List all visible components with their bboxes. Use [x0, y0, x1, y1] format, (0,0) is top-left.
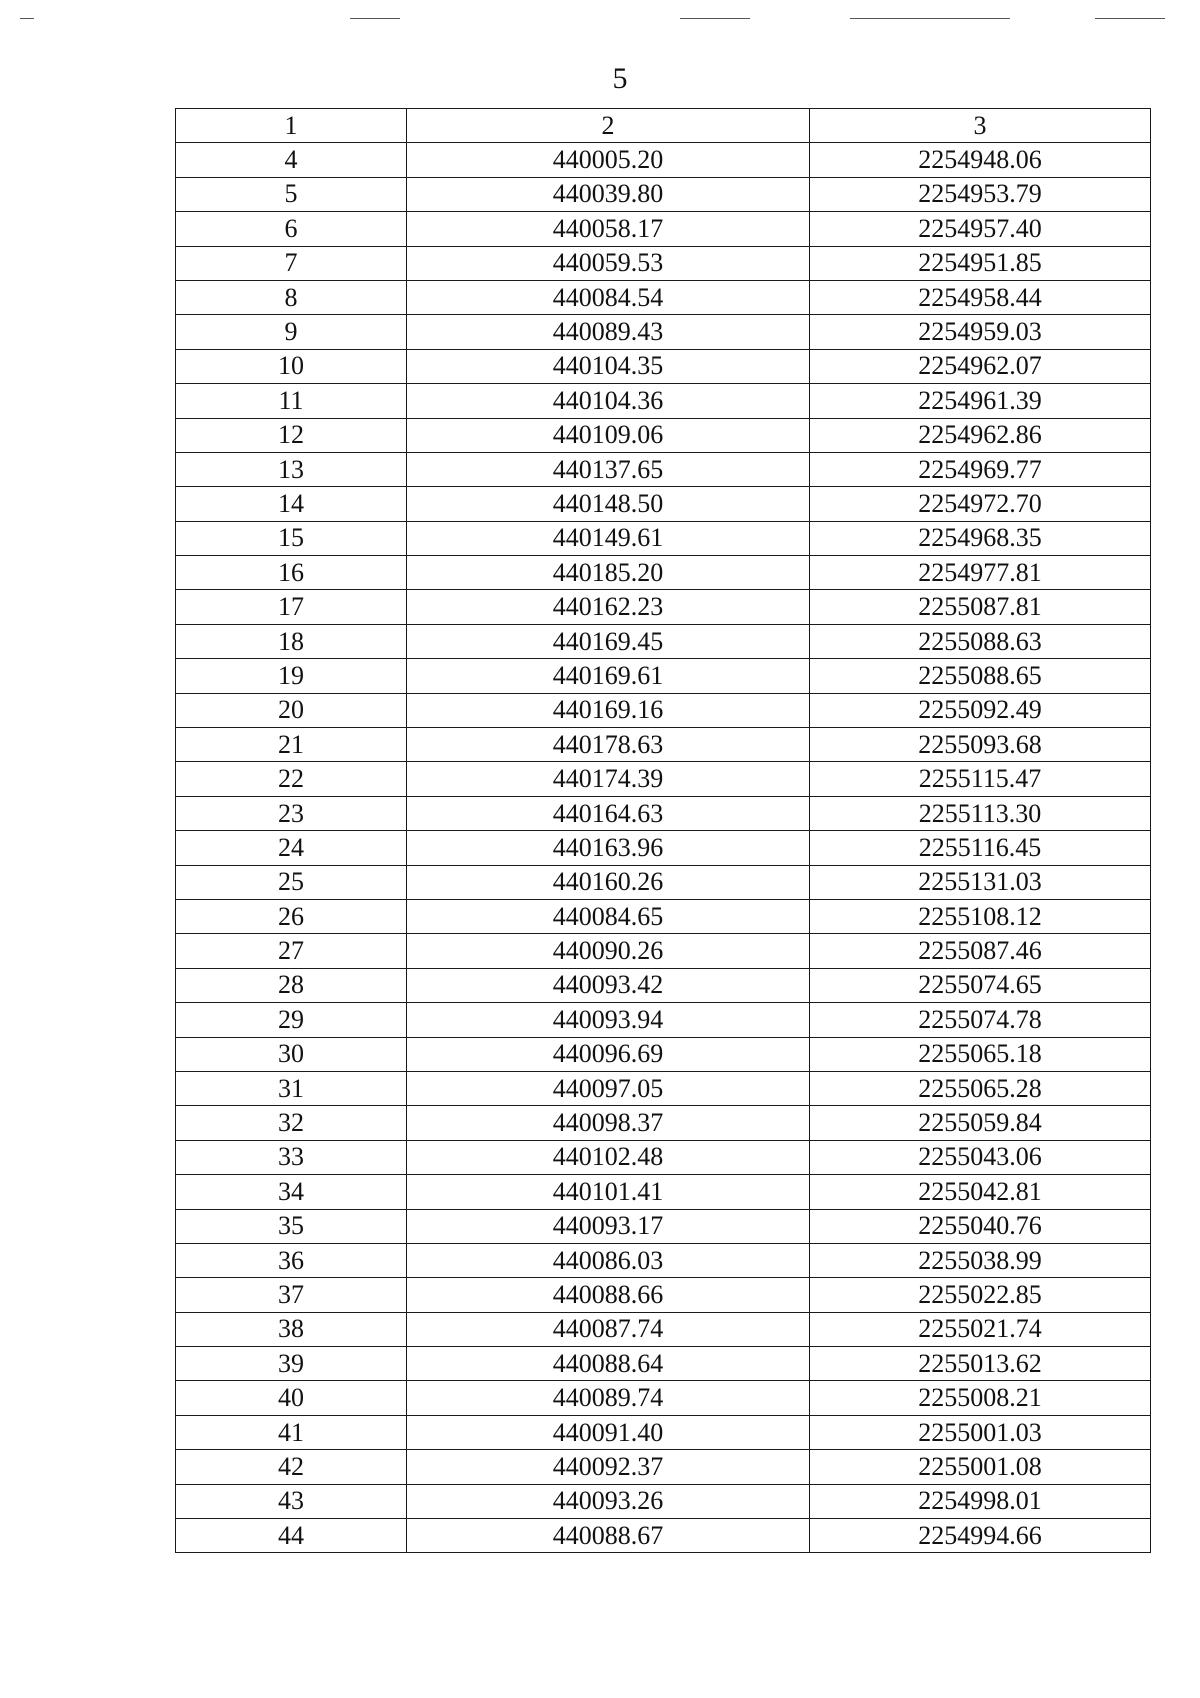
- table-row: [176, 349, 1151, 383]
- x-coordinate-cell: 440097.05: [407, 1071, 810, 1105]
- scan-artifact: [350, 18, 400, 19]
- x-coordinate-cell: 440093.26: [407, 1484, 810, 1518]
- y-coordinate-cell: 2254961.39: [810, 384, 1151, 418]
- page-number: 5: [612, 62, 628, 95]
- point-number-cell: 20: [176, 693, 407, 727]
- y-coordinate-cell: 2254962.07: [810, 349, 1151, 383]
- point-number-cell: 25: [176, 865, 407, 899]
- scan-artifact: [1095, 18, 1165, 19]
- x-coordinate-cell: 440102.48: [407, 1140, 810, 1174]
- point-number-cell: 31: [176, 1071, 407, 1105]
- y-coordinate-cell: 2255021.74: [810, 1312, 1151, 1346]
- table-row: [176, 280, 1151, 314]
- point-number-cell: 41: [176, 1415, 407, 1449]
- x-coordinate-cell: 440098.37: [407, 1106, 810, 1140]
- table-row: [176, 1484, 1151, 1518]
- table-row: [176, 418, 1151, 452]
- y-coordinate-cell: 2254998.01: [810, 1484, 1151, 1518]
- header-cell-col-3: 3: [810, 109, 1151, 143]
- point-number-cell: 11: [176, 384, 407, 418]
- y-coordinate-cell: 2254972.70: [810, 487, 1151, 521]
- table-row: [176, 177, 1151, 211]
- table-row: [176, 1415, 1151, 1449]
- y-coordinate-cell: 2255008.21: [810, 1381, 1151, 1415]
- y-coordinate-cell: 2255040.76: [810, 1209, 1151, 1243]
- table-row: [176, 315, 1151, 349]
- x-coordinate-cell: 440178.63: [407, 728, 810, 762]
- point-number-cell: 4: [176, 143, 407, 177]
- point-number-cell: 8: [176, 280, 407, 314]
- x-coordinate-cell: 440093.94: [407, 1003, 810, 1037]
- x-coordinate-cell: 440104.35: [407, 349, 810, 383]
- point-number-cell: 19: [176, 659, 407, 693]
- y-coordinate-cell: 2255131.03: [810, 865, 1151, 899]
- x-coordinate-cell: 440089.74: [407, 1381, 810, 1415]
- y-coordinate-cell: 2255065.18: [810, 1037, 1151, 1071]
- point-number-cell: 21: [176, 728, 407, 762]
- point-number-cell: 43: [176, 1484, 407, 1518]
- table-row: [176, 968, 1151, 1002]
- point-number-cell: 32: [176, 1106, 407, 1140]
- y-coordinate-cell: 2254968.35: [810, 521, 1151, 555]
- point-number-cell: 7: [176, 246, 407, 280]
- x-coordinate-cell: 440084.65: [407, 899, 810, 933]
- x-coordinate-cell: 440164.63: [407, 796, 810, 830]
- table-row: [176, 1003, 1151, 1037]
- point-number-cell: 29: [176, 1003, 407, 1037]
- point-number-cell: 44: [176, 1519, 407, 1553]
- table-row: [176, 1347, 1151, 1381]
- table-row: [176, 1381, 1151, 1415]
- x-coordinate-cell: 440104.36: [407, 384, 810, 418]
- x-coordinate-cell: 440088.67: [407, 1519, 810, 1553]
- x-coordinate-cell: 440185.20: [407, 556, 810, 590]
- y-coordinate-cell: 2254953.79: [810, 177, 1151, 211]
- header-cell-col-2: 2: [407, 109, 810, 143]
- y-coordinate-cell: 2255074.65: [810, 968, 1151, 1002]
- y-coordinate-cell: 2255088.63: [810, 624, 1151, 658]
- point-number-cell: 33: [176, 1140, 407, 1174]
- y-coordinate-cell: 2255042.81: [810, 1175, 1151, 1209]
- y-coordinate-cell: 2254957.40: [810, 212, 1151, 246]
- table-row: [176, 1140, 1151, 1174]
- point-number-cell: 22: [176, 762, 407, 796]
- table-row: [176, 659, 1151, 693]
- y-coordinate-cell: 2255116.45: [810, 831, 1151, 865]
- point-number-cell: 6: [176, 212, 407, 246]
- point-number-cell: 38: [176, 1312, 407, 1346]
- table-row: [176, 899, 1151, 933]
- x-coordinate-cell: 440093.17: [407, 1209, 810, 1243]
- y-coordinate-cell: 2255038.99: [810, 1243, 1151, 1277]
- x-coordinate-cell: 440093.42: [407, 968, 810, 1002]
- y-coordinate-cell: 2255001.03: [810, 1415, 1151, 1449]
- table-row: [176, 865, 1151, 899]
- table-row: [176, 1106, 1151, 1140]
- y-coordinate-cell: 2254962.86: [810, 418, 1151, 452]
- table-row: [176, 212, 1151, 246]
- point-number-cell: 13: [176, 452, 407, 486]
- table-row: [176, 728, 1151, 762]
- table-row: [176, 1243, 1151, 1277]
- point-number-cell: 30: [176, 1037, 407, 1071]
- y-coordinate-cell: 2254958.44: [810, 280, 1151, 314]
- y-coordinate-cell: 2254948.06: [810, 143, 1151, 177]
- table-row: [176, 1209, 1151, 1243]
- y-coordinate-cell: 2255113.30: [810, 796, 1151, 830]
- x-coordinate-cell: 440059.53: [407, 246, 810, 280]
- coordinates-table: [175, 108, 1151, 1553]
- point-number-cell: 37: [176, 1278, 407, 1312]
- y-coordinate-cell: 2255088.65: [810, 659, 1151, 693]
- x-coordinate-cell: 440148.50: [407, 487, 810, 521]
- point-number-cell: 40: [176, 1381, 407, 1415]
- x-coordinate-cell: 440160.26: [407, 865, 810, 899]
- point-number-cell: 23: [176, 796, 407, 830]
- y-coordinate-cell: 2255001.08: [810, 1450, 1151, 1484]
- y-coordinate-cell: 2255087.46: [810, 934, 1151, 968]
- y-coordinate-cell: 2254994.66: [810, 1519, 1151, 1553]
- y-coordinate-cell: 2254977.81: [810, 556, 1151, 590]
- x-coordinate-cell: 440101.41: [407, 1175, 810, 1209]
- point-number-cell: 10: [176, 349, 407, 383]
- y-coordinate-cell: 2255087.81: [810, 590, 1151, 624]
- table-row: [176, 796, 1151, 830]
- x-coordinate-cell: 440086.03: [407, 1243, 810, 1277]
- table-body: [176, 109, 1151, 1553]
- point-number-cell: 34: [176, 1175, 407, 1209]
- x-coordinate-cell: 440149.61: [407, 521, 810, 555]
- x-coordinate-cell: 440137.65: [407, 452, 810, 486]
- scan-artifact: [680, 18, 750, 19]
- table-row: [176, 762, 1151, 796]
- table-row: [176, 556, 1151, 590]
- table-row: [176, 1037, 1151, 1071]
- y-coordinate-cell: 2254959.03: [810, 315, 1151, 349]
- point-number-cell: 14: [176, 487, 407, 521]
- point-number-cell: 5: [176, 177, 407, 211]
- y-coordinate-cell: 2255059.84: [810, 1106, 1151, 1140]
- table-row: [176, 384, 1151, 418]
- table-row: [176, 934, 1151, 968]
- table-row: [176, 1278, 1151, 1312]
- table-row: [176, 590, 1151, 624]
- y-coordinate-cell: 2254951.85: [810, 246, 1151, 280]
- x-coordinate-cell: 440089.43: [407, 315, 810, 349]
- point-number-cell: 15: [176, 521, 407, 555]
- x-coordinate-cell: 440005.20: [407, 143, 810, 177]
- table-row: [176, 1519, 1151, 1553]
- x-coordinate-cell: 440088.66: [407, 1278, 810, 1312]
- point-number-cell: 28: [176, 968, 407, 1002]
- x-coordinate-cell: 440169.61: [407, 659, 810, 693]
- x-coordinate-cell: 440087.74: [407, 1312, 810, 1346]
- table-row: [176, 143, 1151, 177]
- y-coordinate-cell: 2254969.77: [810, 452, 1151, 486]
- point-number-cell: 35: [176, 1209, 407, 1243]
- x-coordinate-cell: 440084.54: [407, 280, 810, 314]
- table-row: [176, 1175, 1151, 1209]
- scan-artifact: [20, 18, 34, 19]
- y-coordinate-cell: 2255022.85: [810, 1278, 1151, 1312]
- x-coordinate-cell: 440039.80: [407, 177, 810, 211]
- point-number-cell: 18: [176, 624, 407, 658]
- x-coordinate-cell: 440058.17: [407, 212, 810, 246]
- x-coordinate-cell: 440169.16: [407, 693, 810, 727]
- table-row: [176, 624, 1151, 658]
- point-number-cell: 36: [176, 1243, 407, 1277]
- y-coordinate-cell: 2255065.28: [810, 1071, 1151, 1105]
- x-coordinate-cell: 440092.37: [407, 1450, 810, 1484]
- table-row: [176, 521, 1151, 555]
- point-number-cell: 27: [176, 934, 407, 968]
- x-coordinate-cell: 440169.45: [407, 624, 810, 658]
- x-coordinate-cell: 440174.39: [407, 762, 810, 796]
- table-row: [176, 693, 1151, 727]
- x-coordinate-cell: 440091.40: [407, 1415, 810, 1449]
- table-row: [176, 1071, 1151, 1105]
- point-number-cell: 12: [176, 418, 407, 452]
- table-row: [176, 1312, 1151, 1346]
- x-coordinate-cell: 440096.69: [407, 1037, 810, 1071]
- y-coordinate-cell: 2255013.62: [810, 1347, 1151, 1381]
- y-coordinate-cell: 2255092.49: [810, 693, 1151, 727]
- x-coordinate-cell: 440162.23: [407, 590, 810, 624]
- y-coordinate-cell: 2255074.78: [810, 1003, 1151, 1037]
- x-coordinate-cell: 440109.06: [407, 418, 810, 452]
- y-coordinate-cell: 2255043.06: [810, 1140, 1151, 1174]
- point-number-cell: 39: [176, 1347, 407, 1381]
- x-coordinate-cell: 440090.26: [407, 934, 810, 968]
- point-number-cell: 16: [176, 556, 407, 590]
- table-row: [176, 452, 1151, 486]
- table-row: [176, 1450, 1151, 1484]
- point-number-cell: 9: [176, 315, 407, 349]
- table-row: [176, 487, 1151, 521]
- point-number-cell: 24: [176, 831, 407, 865]
- y-coordinate-cell: 2255093.68: [810, 728, 1151, 762]
- y-coordinate-cell: 2255108.12: [810, 899, 1151, 933]
- y-coordinate-cell: 2255115.47: [810, 762, 1151, 796]
- x-coordinate-cell: 440088.64: [407, 1347, 810, 1381]
- table-row: [176, 831, 1151, 865]
- header-cell-col-1: 1: [176, 109, 407, 143]
- point-number-cell: 26: [176, 899, 407, 933]
- x-coordinate-cell: 440163.96: [407, 831, 810, 865]
- table-row: [176, 246, 1151, 280]
- scan-artifact: [850, 18, 1010, 19]
- point-number-cell: 17: [176, 590, 407, 624]
- table-header-row: [176, 109, 1151, 143]
- point-number-cell: 42: [176, 1450, 407, 1484]
